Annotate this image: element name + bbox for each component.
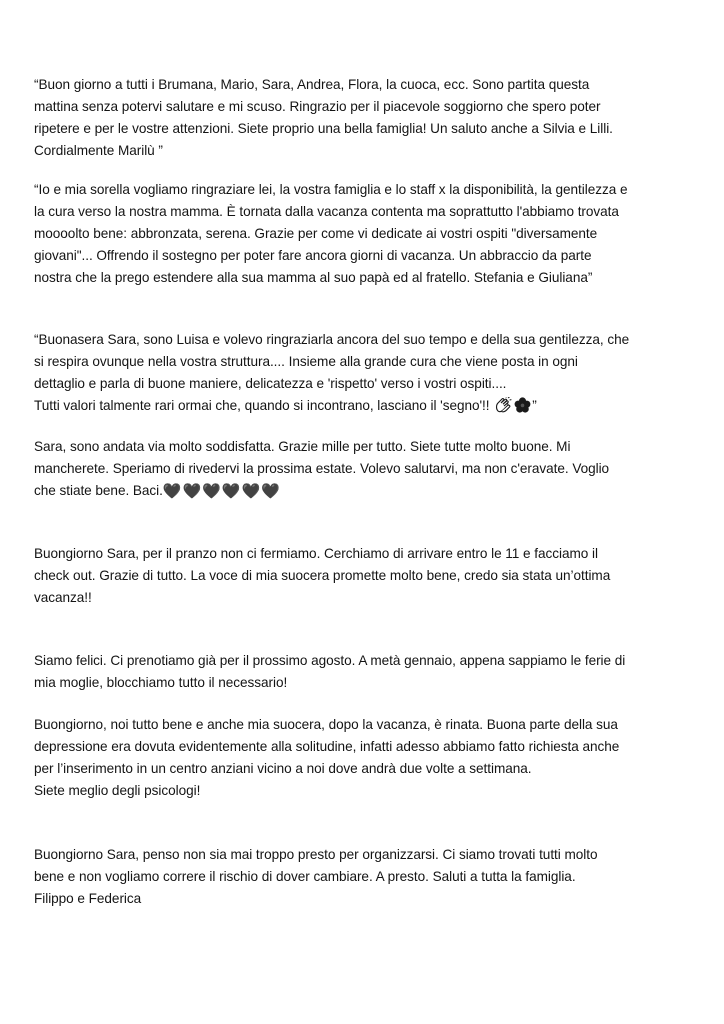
message-line: dettaglio e parla di buone maniere, delicatezza e 'rispetto' verso i vostri ospiti.... bbox=[34, 376, 507, 391]
message-line-with-hearts bbox=[34, 480, 702, 502]
message-line: si respira ovunque nella vostra struttura.... Insieme alla grande cura che viene posta in ogni bbox=[34, 354, 578, 369]
message-line: “Buonasera Sara, sono Luisa e volevo ringraziarla ancora del suo tempo e della sua gentilezza, che bbox=[34, 332, 630, 347]
message-line: mattina senza potervi salutare e mi scuso. Ringrazio per il piacevole soggiorno che spero poter bbox=[34, 99, 601, 114]
message-suocera-rinata bbox=[34, 714, 702, 802]
message-line: Buongiorno Sara, per il pranzo non ci fermiamo. Cerchiamo di arrivare entro le 11 e facciamo il bbox=[34, 546, 598, 561]
message-line: mia moglie, blocchiamo tutto il necessario! bbox=[34, 675, 288, 690]
message-line: Siete meglio degli psicologi! bbox=[34, 783, 201, 798]
message-line: giovani"... Offrendo il sostegno per poter fare ancora giorni di vacanza. Un abbraccio da parte bbox=[34, 248, 592, 263]
message-line-text: Tutti valori talmente rari ormai che, quando si incontrano, lasciano il 'segno'!! bbox=[34, 398, 490, 413]
message-filippo-federica bbox=[34, 844, 702, 910]
message-line: depressione era dovuta evidentemente alla solitudine, infatti adesso abbiamo fatto richiesta anche bbox=[34, 739, 620, 754]
message-pranzo bbox=[34, 543, 702, 609]
message-line: Filippo e Federica bbox=[34, 891, 142, 906]
message-prenotazione-agosto bbox=[34, 650, 702, 694]
message-line: bene e non vogliamo correre il rischio di dover cambiare. A presto. Saluti a tutta la famiglia. bbox=[34, 869, 576, 884]
message-stefania-giuliana bbox=[34, 179, 702, 289]
flower-icon bbox=[514, 397, 531, 420]
message-line: “Buon giorno a tutti i Brumana, Mario, Sara, Andrea, Flora, la cuoca, ecc. Sono partita questa bbox=[34, 77, 590, 92]
message-line: Buongiorno Sara, penso non sia mai troppo presto per organizzarsi. Ci siamo trovati tutti molto bbox=[34, 847, 598, 862]
message-line: moooolto bene: abbronzata, serena. Grazie per come vi dedicate ai vostri ospiti "diversamente bbox=[34, 226, 598, 241]
message-line: Siamo felici. Ci prenotiamo già per il prossimo agosto. A metà gennaio, appena sappiamo le ferie di bbox=[34, 653, 626, 668]
message-sara-soddisfatta bbox=[34, 436, 702, 502]
message-line: Sara, sono andata via molto soddisfatta. Grazie mille per tutto. Siete tutte molto buone. Mi bbox=[34, 439, 571, 454]
message-line: ripetere e per le vostre attenzioni. Siete proprio una bella famiglia! Un saluto anche a Silvia e Lilli. bbox=[34, 121, 613, 136]
message-luisa bbox=[34, 329, 702, 417]
message-line: check out. Grazie di tutto. La voce di mia suocera promette molto bene, credo sia stata un’ottima bbox=[34, 568, 611, 583]
message-line-text: che stiate bene. Baci. bbox=[34, 483, 163, 498]
closing-quote: ” bbox=[532, 398, 537, 413]
message-line: vacanza!! bbox=[34, 590, 92, 605]
message-line: “Io e mia sorella vogliamo ringraziare lei, la vostra famiglia e lo staff x la disponibilità, la gentilezza e bbox=[34, 182, 628, 197]
message-line: per l’inserimento in un centro anziani vicino a noi dove andrà due volte a settimana. bbox=[34, 761, 532, 776]
message-line: Buongiorno, noi tutto bene e anche mia suocera, dopo la vacanza, è rinata. Buona parte della sua bbox=[34, 717, 618, 732]
message-marilu bbox=[34, 74, 702, 162]
message-line-with-icons bbox=[34, 395, 702, 417]
message-line: nostra che la prego estendere alla sua mamma al suo papà ed al fratello. Stefania e Giuliana” bbox=[34, 270, 593, 285]
message-line: la cura verso la nostra mamma. È tornata dalla vacanza contenta ma soprattutto l'abbiamo trovata bbox=[34, 204, 619, 219]
clapping-hands-icon bbox=[494, 397, 512, 420]
black-hearts-icon: 🖤🖤🖤🖤🖤🖤 bbox=[162, 483, 281, 500]
message-line: mancherete. Speriamo di rivedervi la prossima estate. Volevo salutarvi, ma non c'eravate. Voglio bbox=[34, 461, 610, 476]
message-line: Cordialmente Marilù ” bbox=[34, 143, 163, 158]
